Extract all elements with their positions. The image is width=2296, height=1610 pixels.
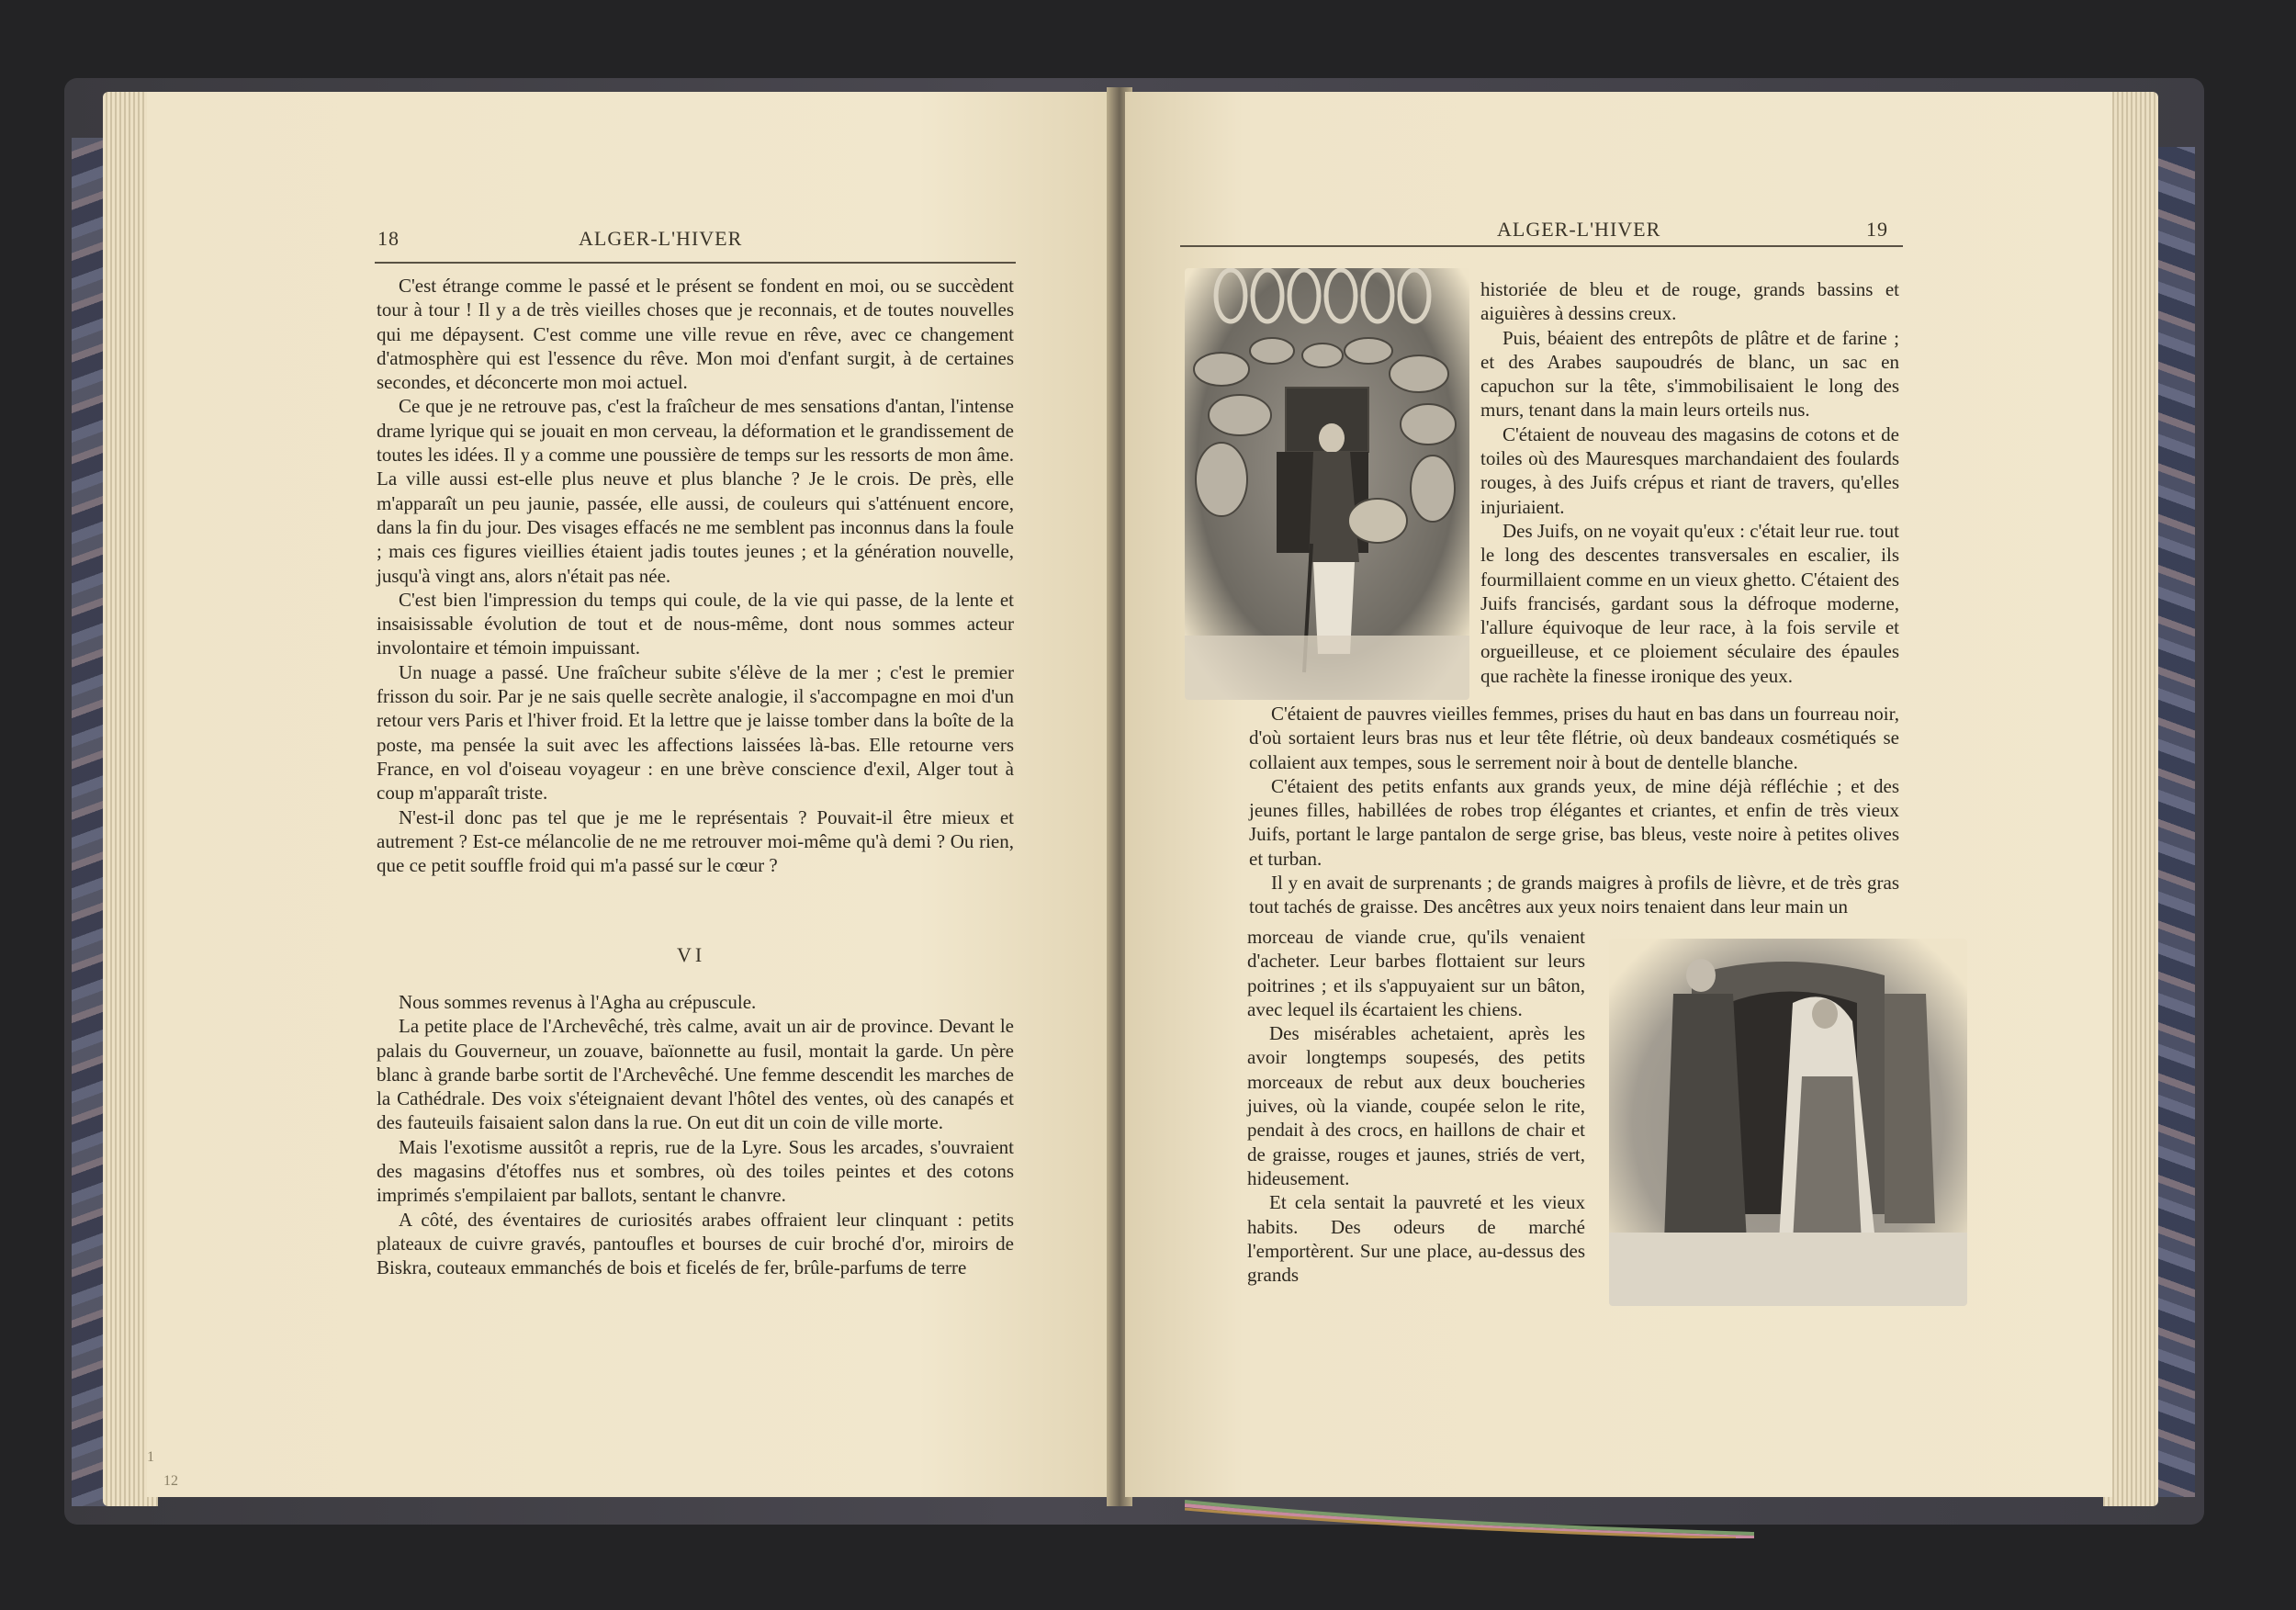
left-page-number: 18 (377, 227, 400, 250)
paragraph: C'est étrange comme le passé et le présent se fondent en moi, ou se succèdent tour à tour ! Il y a de très vieilles choses que je reconnais, et de toutes nouvelles qui me dépaysent. C'est comme une ville revue en rêve, avec ce changement d'atmosphère qui est l'essence du rêve. Mon moi d'enfant surgit, à de certaines secondes, et déconcerte mon moi actuel. (377, 275, 1014, 394)
left-text-top (377, 274, 1014, 877)
bookmark-ribbon (1185, 1497, 1754, 1538)
paragraph: historiée de bleu et de rouge, grands bassins et aiguières à dessins creux. (1480, 278, 1899, 325)
paragraph: Et cela sentait la pauvreté et les vieux habits. Des odeurs de marché l'emportèrent. Sur une place, au-dessus des grands (1247, 1191, 1585, 1287)
right-page-number: 19 (1866, 218, 1888, 241)
left-header-rule (375, 262, 1016, 264)
paragraph: Des misérables achetaient, après les avoir longtemps soupesés, des petits morceaux de rebut aux deux boucheries juives, où la viande, coupée selon le rite, pendait à des crocs, en haillons de chair et de graisse, rouges et jaunes, striés de vert, hideusement. (1247, 1022, 1585, 1189)
photo-women-doorway (1609, 939, 1967, 1306)
paragraph: Mais l'exotisme aussitôt a repris, rue de la Lyre. Sous les arcades, s'ouvraient des magasins d'étoffes nus et sombres, où des toiles peintes et des cotons imprimés s'empilaient par ballots, sentant le chanvre. (377, 1135, 1014, 1207)
paragraph: C'étaient des petits enfants aux grands yeux, de mine déjà réfléchie ; et des jeunes filles, habillées de robes trop élégantes et criantes, et enfin de très vieux Juifs, portant le large pantalon de serge grise, bas bleus, veste noire à petites olives et turban. (1249, 774, 1899, 870)
right-header-rule (1180, 245, 1903, 247)
paragraph: Ce que je ne retrouve pas, c'est la fraîcheur de mes sensations d'antan, l'intense drame lyrique qui se jouait en mon cerveau, la déformation et le grandissement de toutes les idées. Il y a comme une poussière de temps sur les ressorts de mon âme. La ville aussi est-elle plus neuve et plus blanche ? Je le crois. De près, elle m'apparaît un peu jaunie, passée, elle aussi, de couleurs qui s'atténuent encore, dans la fin du jour. Des visages effacés ne me semblent pas inconnus dans la foule ; mais ces figures vieillies étaient jadis toutes jeunes ; et la génération nouvelle, jusqu'à vingt ans, alors n'était pas née. (377, 395, 1014, 587)
left-text-bottom (377, 990, 1014, 1280)
paragraph: C'étaient de pauvres vieilles femmes, prises du haut en bas dans un fourreau noir, d'où sortaient leurs bras nus et leur tête flétrie, où deux bandeaux cosmétiqués se collaient aux tempes, sous le serrement noir à bout de dentelle blanche. (1249, 703, 1899, 773)
paragraph: Nous sommes revenus à l'Agha au crépuscule. (399, 991, 757, 1013)
paragraph: A côté, des éventaires de curiosités arabes offraient leur clinquant : petits plateaux de cuivre gravés, pantoufles et bourses de cuir broché d'or, miroirs de Biskra, couteaux emmanchés de bois et ficelés de fer, brûle-parfums de terre (377, 1208, 1014, 1279)
paragraph: Puis, béaient des entrepôts de plâtre et de farine ; et des Arabes saupoudrés de blanc, un sac en capuchon sur la tête, s'immobilisaient le long des murs, tenant dans la main leurs orteils nus. (1480, 326, 1899, 422)
left-running-head: ALGER-L'HIVER (579, 227, 743, 250)
paragraph: La petite place de l'Archevêché, très calme, avait un air de province. Devant le palais du Gouverneur, un zouave, baïonnette au fusil, montait la garde. Un père blanc à grande barbe sortit de l'Archevêché. Une femme descendit les marches de la Cathédrale. Des voix s'éteignaient devant l'hôtel des ventes, où des canapés et des fauteuils faisaient salon dans la rue. On eut dit un coin de ville morte. (377, 1015, 1014, 1134)
section-title: VI (677, 943, 706, 966)
paragraph: N'est-il donc pas tel que je me le représentais ? Pouvait-il être mieux et autrement ? Est-ce mélancolie de ne me retrouver moi-même qu'à demi ? Ou rien, que ce petit souffle froid qui m'a passé sur le cœur ? (377, 805, 1014, 877)
paragraph: C'étaient de nouveau des magasins de cotons et de toiles où des Mauresques marchandaient des foulards rouges, à des Juifs crépus et riant de travers, qu'elles injuriaient. (1480, 422, 1899, 518)
right-text-beside-photo-1 (1480, 277, 1899, 688)
paragraph: Un nuage a passé. Une fraîcheur subite s'élève de la mer ; c'est le premier frisson du soir. Par je ne sais quelle secrète analogie, il s'accompagne en moi d'un retour vers Paris et l'hiver froid. Et la lettre que je laisse tomber dans la boîte de la poste, ma pensée la suit avec les affections laissées là-bas. Elle retourne vers France, en vol d'oiseau voyageur : en une brève conscience d'exil, Alger tout à coup m'apparaît triste. (377, 660, 1014, 805)
right-text-beside-photo-2 (1247, 925, 1585, 1287)
right-running-head: ALGER-L'HIVER (1497, 218, 1661, 241)
paragraph: Des Juifs, on ne voyait qu'eux : c'était leur rue. tout le long des descentes transversales en escalier, ils fourmillaient comme en un vieux ghetto. C'étaient des Juifs francisés, gardant sous la défroque moderne, l'allure équivoque de leur race, à la fois servile et orgueilleuse, et ce ploiement séculaire des épaules que rachète la finesse ironique des yeux. (1480, 519, 1899, 687)
paragraph: C'est bien l'impression du temps qui coule, de la vie qui passe, de la lente et insaisissable évolution de tout et de nous-même, dont nous sommes acteur involontaire et témoin impuissant. (377, 588, 1014, 659)
corner-mark-1: 1 (147, 1449, 154, 1465)
right-text-full-width (1249, 702, 1899, 919)
paragraph: morceau de viande crue, qu'ils venaient d'acheter. Leur barbes flottaient sur leurs poitrines ; et ils s'appuyaient sur un bâton, avec lequel ils écartaient les chiens. (1247, 926, 1585, 1020)
corner-mark-2: 12 (163, 1473, 178, 1489)
photo-basket-vendor (1185, 268, 1469, 700)
paragraph: Il y en avait de surprenants ; de grands maigres à profils de lièvre, et de très gras tout tachés de graisse. Des ancêtres aux yeux noirs tenaient dans leur main un (1249, 872, 1899, 918)
